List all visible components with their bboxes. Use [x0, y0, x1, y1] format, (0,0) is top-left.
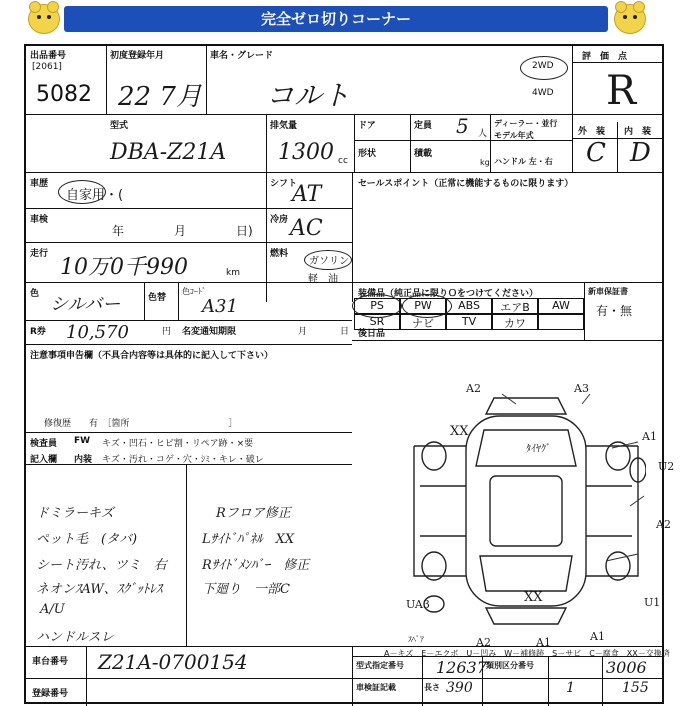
class-value: 3006 [606, 658, 647, 677]
lot-sub: [2061] [32, 62, 62, 72]
spec-label: 型式指定番号 [356, 661, 404, 670]
grade-value: R [606, 68, 637, 114]
remark-left-4: ネオンｽAW、ｽｸﾞｯﾄﾚｽ [36, 582, 163, 597]
color-value: シルバー [50, 294, 121, 315]
first-reg-value: 22 7月 [118, 82, 202, 112]
deadline-label: 名変通知期限 [182, 327, 237, 337]
recycle-label: R券 [30, 327, 46, 337]
pw-circle [402, 294, 452, 318]
equip-navi: ナビ [400, 314, 446, 330]
ext-label: 外 装 [578, 127, 606, 137]
new-warranty-label: 新車保証書 [588, 287, 628, 296]
rear-seat-label: 後日品 [358, 329, 386, 339]
equip-abs: ABS [446, 298, 492, 314]
fw-items: キズ・凹石・ヒビ割・リペア跡・×要 [102, 439, 254, 449]
model-year-label: モデル年式 [494, 131, 534, 140]
recycle-unit: 円 [162, 327, 172, 337]
load-unit: kg [480, 158, 490, 167]
reg-label: 登録番号 [32, 689, 69, 699]
cc-label: 排気量 [270, 121, 298, 131]
first-reg-label: 初度登録年月 [110, 51, 165, 61]
spare-label: ｽﾍﾟｱ [408, 635, 424, 644]
inspector-label: 検査員 [30, 439, 58, 449]
mark-a1-rear: A1 [536, 636, 551, 649]
door-label: ドア [358, 121, 376, 131]
int-items: キズ・汚れ・コゲ・穴・ｼﾐ・キレ・破レ [102, 455, 264, 465]
equip-aw: AW [538, 298, 584, 314]
fuel-light: 軽 油 [308, 274, 338, 285]
lot-number: 5082 [36, 82, 92, 107]
drive-4wd: 4WD [532, 88, 554, 98]
remark-left-1: ドミラーキズ [36, 506, 114, 521]
class-label: 類別区分番号 [486, 661, 534, 670]
colorno-prefix: 色ｺｰﾄﾞ [182, 287, 206, 296]
model-name-value: コルト [266, 79, 351, 112]
usage-value: 自家用・( [66, 188, 124, 203]
inspection-value: 年 [112, 224, 125, 238]
remark-left-2: ペット毛 (タバ) [36, 532, 138, 547]
drive-2wd: 2WD [532, 61, 554, 71]
ac-value: AC [290, 216, 323, 241]
ac-label: 冷房 [270, 215, 289, 225]
mark-a3-top: A3 [574, 382, 589, 395]
handle-label: ハンドル 左・右 [494, 157, 553, 166]
chassis-label: 車台番号 [32, 657, 69, 667]
remark-right-1: Rフロア修正 [216, 506, 291, 521]
height-value: 155 [622, 680, 649, 696]
int-label: 内 装 [624, 127, 652, 137]
notes-label: 注意事項申告欄（不具合内容等は具体的に記入して下さい） [30, 351, 274, 361]
model-name-label: 車名・グレード [210, 51, 274, 61]
type-label: 型式 [110, 121, 129, 131]
seats-unit: 人 [478, 129, 488, 139]
recorder-label: 記入欄 [30, 455, 58, 465]
mileage-label: 走行 [30, 249, 49, 259]
inspection-day: 日) [236, 224, 253, 238]
seats-label: 定員 [414, 121, 433, 131]
cc-unit: cc [338, 156, 348, 166]
fw-label: FW [74, 436, 91, 446]
int-check-label: 内装 [74, 455, 93, 465]
remark-left-6: ハンドルスレ [36, 630, 114, 645]
mark-u2: U2 [658, 460, 675, 473]
remark-left-5: A/U [40, 602, 65, 617]
fuel-gas: ガソリン [309, 256, 349, 267]
mark-roof: ﾀｲﾔｸﾞ [526, 444, 551, 455]
mileage-value: 10万0千990 [60, 255, 188, 280]
mark-a2-top: A2 [466, 382, 481, 395]
seats-value: 5 [456, 114, 469, 138]
length-label: 車検証記載 [356, 683, 396, 692]
shift-value: AT [292, 182, 322, 207]
mark-a1-right: A1 [642, 430, 657, 443]
mark-xx-rear: XX [524, 590, 543, 605]
int-value: D [630, 138, 651, 168]
equip-leather: カワ [492, 314, 538, 330]
warranty-options: 有・無 [596, 304, 633, 318]
mileage-unit: km [226, 268, 240, 278]
type-value: DBA-Z21A [110, 140, 227, 165]
width-value: 1 [566, 680, 575, 696]
deadline-day: 日 [340, 327, 350, 337]
mark-a2-rear: A2 [476, 636, 491, 649]
damage-legend: A－キズ E－エクボ U－凹み W－補修跡 S－サビ C－腐食 XX－交換済 [384, 649, 670, 658]
bear-mascot-left-icon [28, 4, 60, 34]
mark-a1-rear-right: A1 [590, 630, 605, 643]
lot-label: 出品番号 [30, 51, 67, 61]
equip-tv: TV [446, 314, 492, 330]
equip-label: 装備品（純正品に限りＯをつけてください） [358, 289, 539, 299]
load-label: 積載 [414, 149, 433, 159]
remark-right-3: Rｻｲﾄﾞﾒﾝﾊﾞｰ 修正 [202, 558, 310, 573]
recycle-value: 10,570 [66, 322, 129, 343]
equip-blank [538, 314, 584, 330]
sales-label: セールスポイント（正常に機能するものに限ります） [358, 179, 574, 189]
inspection-label: 車検 [30, 215, 49, 225]
equip-ps: PS [354, 298, 400, 314]
repair-label: 修復歴 有 ［箇所 ］ [44, 419, 238, 429]
ps-circle [352, 294, 402, 318]
length-value: 390 [446, 680, 473, 696]
colorno-value: A31 [202, 296, 238, 317]
fuel-label: 燃料 [270, 249, 289, 259]
equip-airbag: エアB [492, 298, 538, 314]
spec-value: 12637 [436, 658, 487, 677]
dealer-label: ディーラー・並行 [494, 119, 558, 128]
grade-label: 評 価 点 [582, 52, 628, 62]
inspection-month: 月 [174, 224, 187, 238]
chassis-value: Z21A-0700154 [98, 650, 248, 674]
equip-pw: PW [400, 298, 446, 314]
color-label: 色 [30, 289, 40, 299]
shift-label: シフト [270, 179, 298, 189]
equip-sr: SR [354, 314, 400, 330]
auction-sheet [24, 44, 675, 704]
length-sub: 長さ [424, 683, 440, 692]
cc-value: 1300 [278, 140, 334, 165]
shape-label: 形状 [358, 149, 377, 159]
deadline-month: 月 [298, 327, 308, 337]
mark-ua3: UA3 [406, 598, 430, 611]
mark-a2-right: A2 [656, 518, 671, 531]
banner-title: 完全ゼロ切りコーナー [64, 6, 608, 32]
mark-u1: U1 [644, 596, 661, 609]
colorno-label: 色替 [148, 293, 167, 303]
remark-right-2: Lｻｲﾄﾞﾊﾟﾈﾙ XX [202, 532, 295, 547]
usage-label: 車歴 [30, 179, 49, 189]
ext-value: C [586, 138, 606, 168]
remark-right-4: 下廻り 一部C [202, 582, 290, 597]
remark-left-3: シート汚れ、ツミ 右 [36, 558, 167, 573]
bear-mascot-right-icon [614, 4, 646, 34]
mark-xx-left: XX [450, 424, 469, 439]
